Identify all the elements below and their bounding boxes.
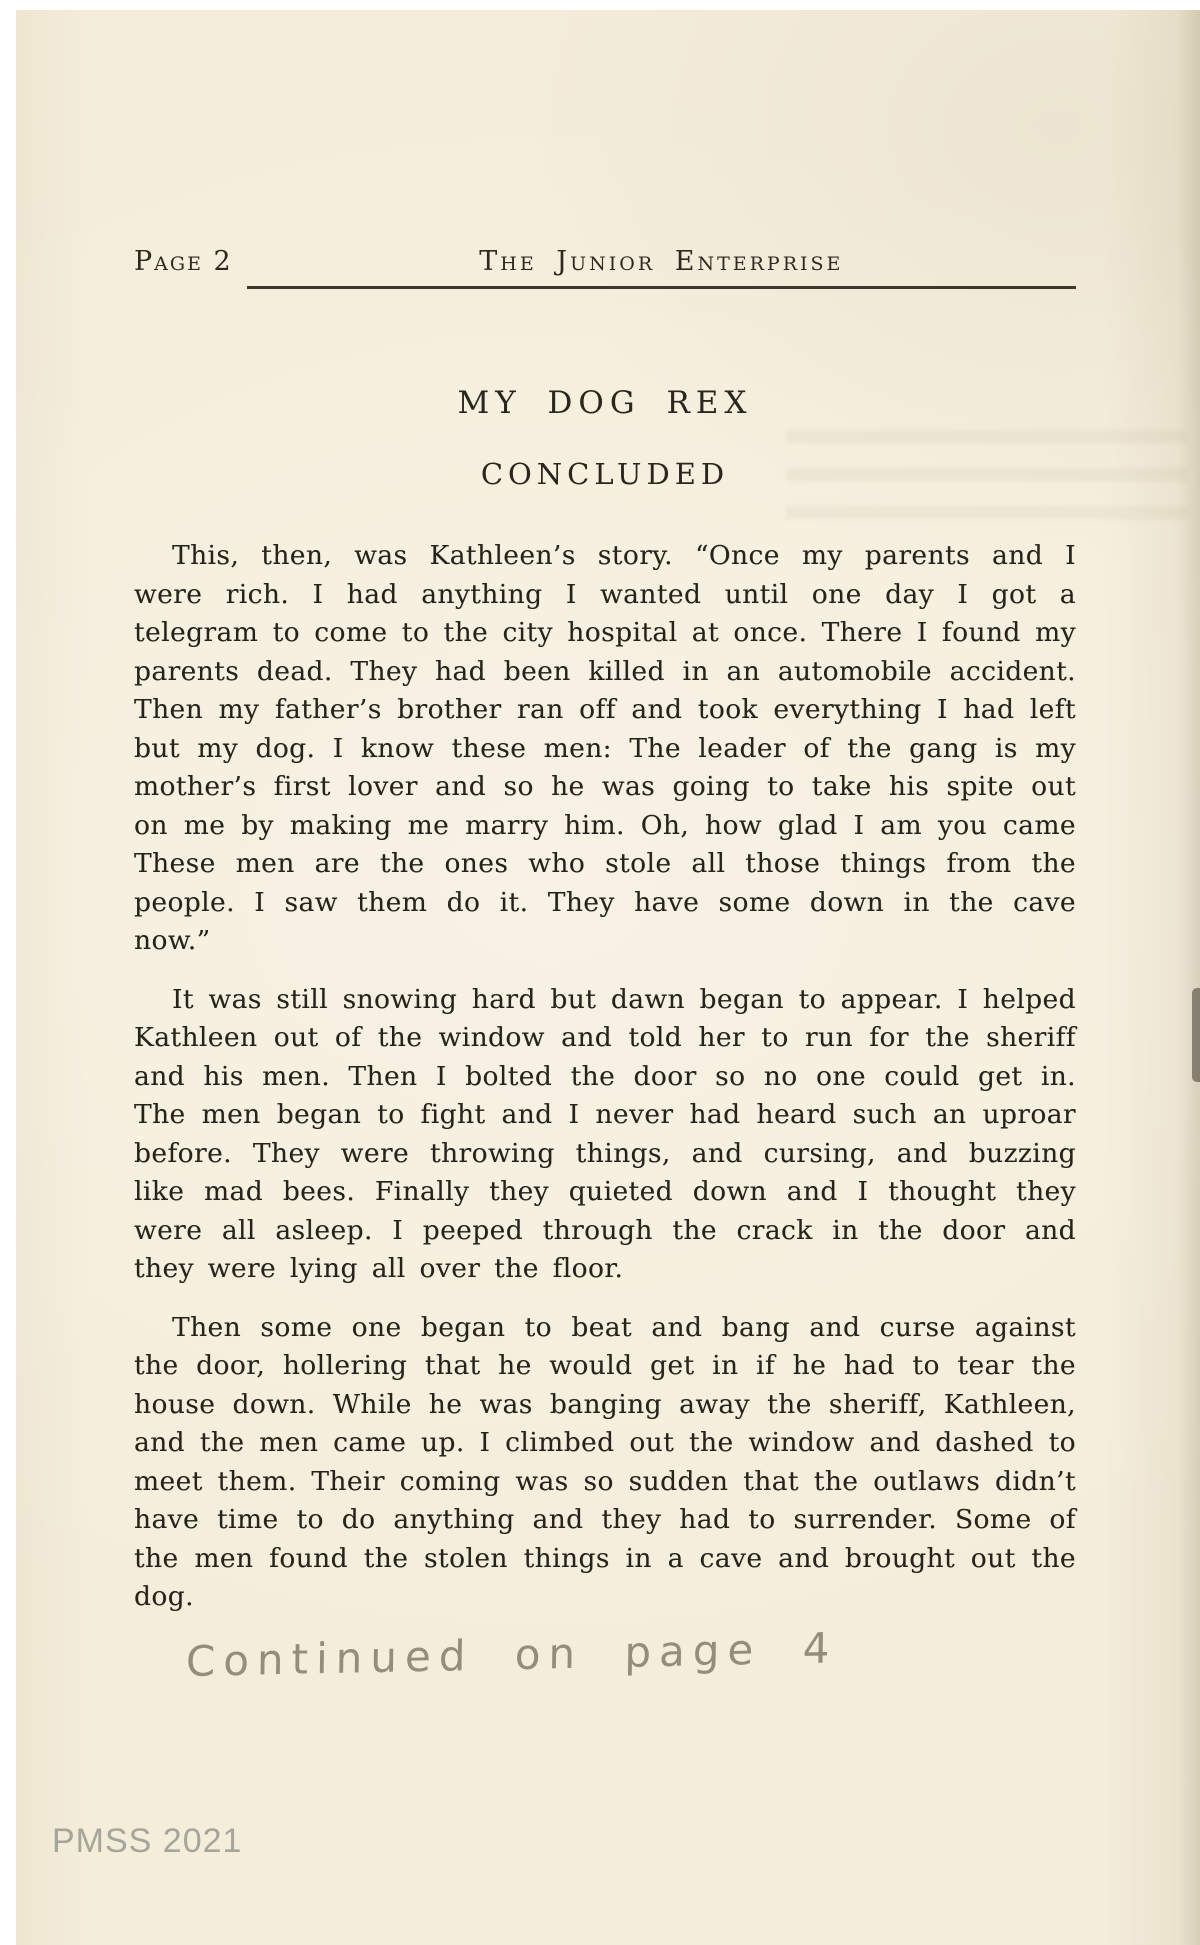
watermark: PMSS 2021 [52,1822,243,1860]
page-number-label: Page 2 [134,246,233,277]
article-paragraph-1: This, then, was Kathleen’s story. “Once my parents and I were rich. I had anything I wanted until one day I got a telegram to come to the city hospital at once. There I found my parents dead. They had been killed in an automobile accident. Then my father’s brother ran off and took everything I had left but my dog. I know these men: The leader of the gang is my mother’s first lover and so he was going to take his spite out on me by making me marry him. Oh, how glad I am you came These men are the ones who stole all those things from the people. I saw them do it. They have some down in the cave now.” [134,540,1076,956]
page-header [134,246,1076,289]
article-subtitle: CONCLUDED [480,457,730,491]
newspaper-title: The Junior Enterprise [479,246,844,277]
article-body [134,537,1076,1617]
article-paragraph-2: It was still snowing hard but dawn began to appear. I helped Kathleen out of the window and told her to run for the sheriff and his men. Then I bolted the door so no one could get in. The men began to fight and I never had heard such an uproar before. They were throwing things, and cursing, and buzzing like mad bees. Finally they quieted down and I thought they were all asleep. I peeped through the crack in the door and they were lying all over the floor. [134,983,1076,1284]
article-title: MY DOG REX [457,385,753,421]
article-paragraph-3: Then some one began to beat and bang and curse against the door, hollering that he would get in if he had to tear the house down. While he was banging away the sheriff, Kathleen, and the men came up. I climbed out the window and dashed to meet them. Their coming was so sudden that the outlaws didn’t have time to do anything and they had to surrender. Some of the men found the stolen things in a cave and brought out the dog. [134,1311,1076,1612]
paper [16,10,1200,1945]
header-rule [247,246,1076,289]
page-content [134,246,1076,1686]
handwritten-note: Continued on page 4 [185,1622,838,1686]
scan-edge-artifact [1192,988,1200,1082]
